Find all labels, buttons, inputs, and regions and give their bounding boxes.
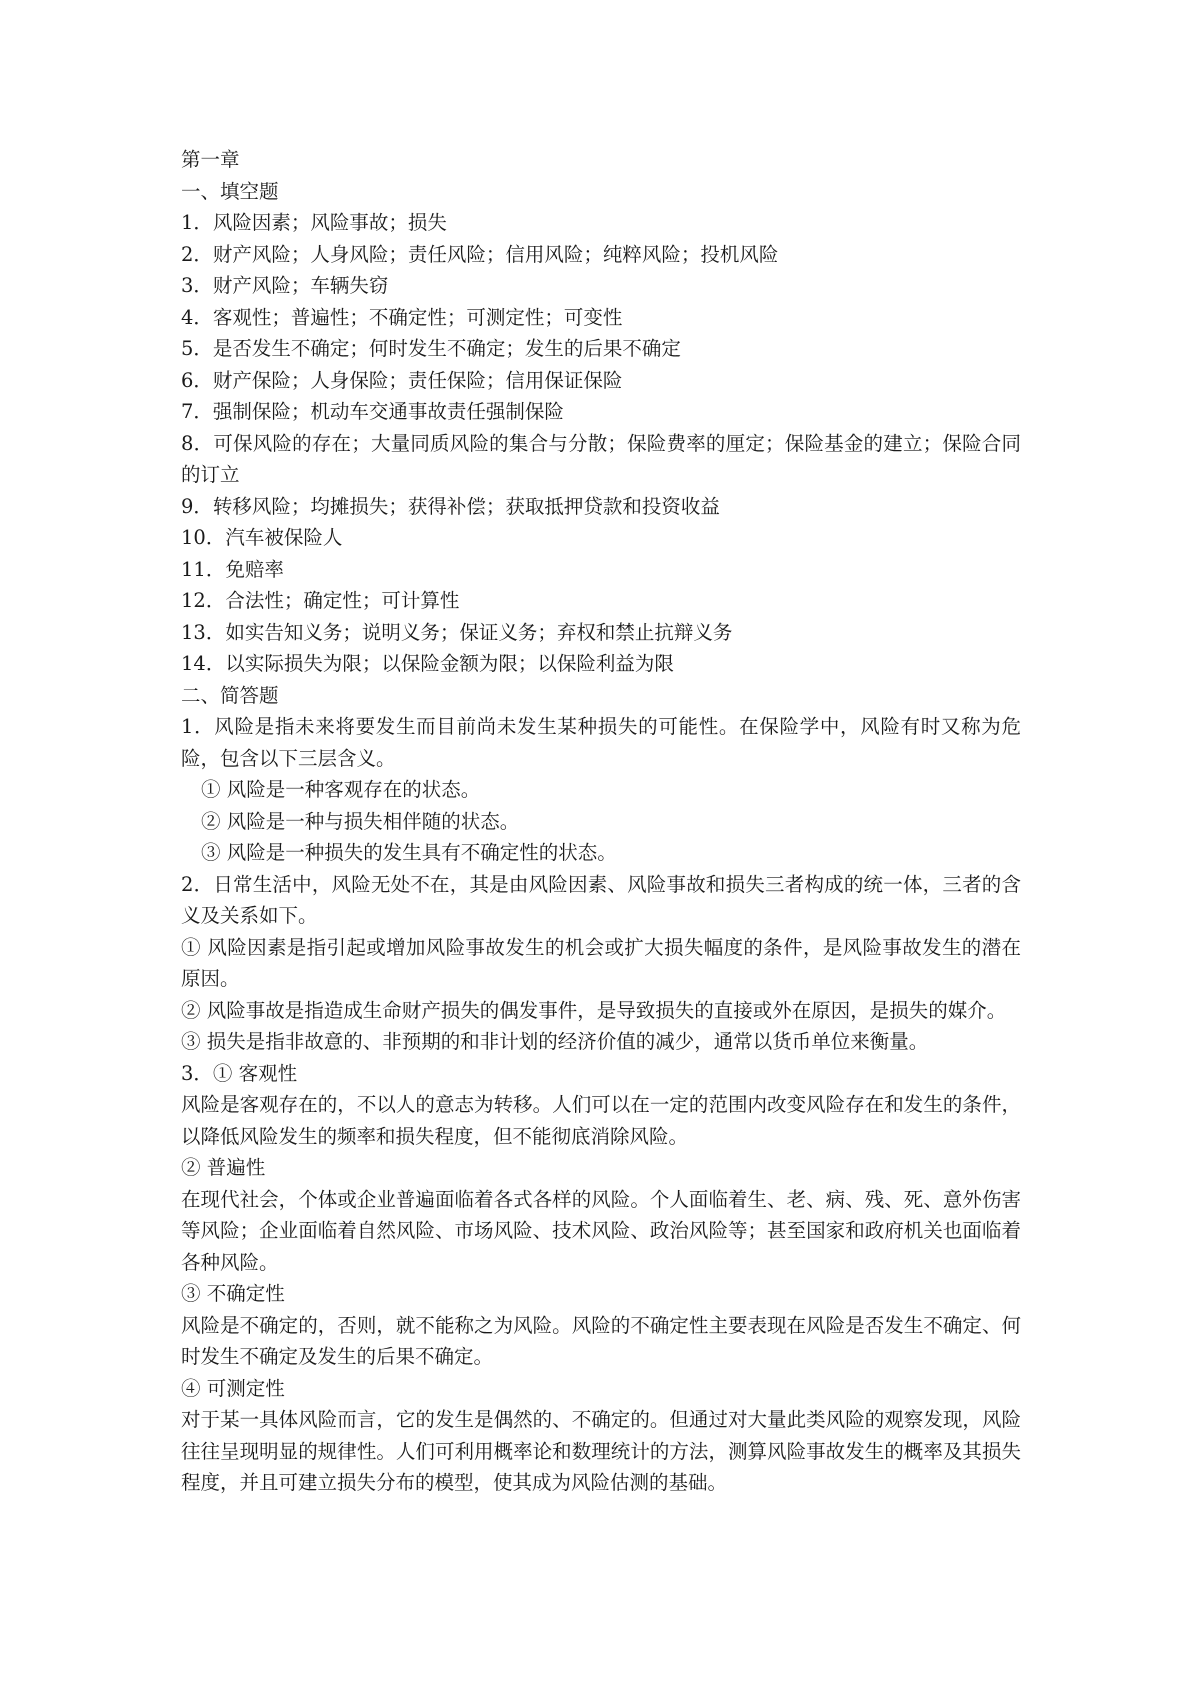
answer-item: 2．财产风险；人身风险；责任风险；信用风险；纯粹风险；投机风险 — [181, 242, 779, 266]
question-3-item-title: ④ 可测定性 — [181, 1376, 285, 1400]
answer-item: 6．财产保险；人身保险；责任保险；信用保证保险 — [181, 368, 623, 392]
question-2-point: ① 风险因素是指引起或增加风险事故发生的机会或扩大损失幅度的条件，是风险事故发生的潜在原因。 — [181, 935, 1021, 990]
question-1-point: ③ 风险是一种损失的发生具有不确定性的状态。 — [201, 841, 617, 864]
answer-item: 11．免赔率 — [181, 557, 284, 581]
question-3-item-body: 风险是客观存在的，不以人的意志为转移。人们可以在一定的范围内改变风险存在和发生的条件，以降低风险发生的频率和损失程度，但不能彻底消除风险。 — [181, 1093, 1021, 1148]
answer-item: 13．如实告知义务；说明义务；保证义务；弃权和禁止抗辩义务 — [181, 620, 733, 644]
question-3-item-body: 对于某一具体风险而言，它的发生是偶然的、不确定的。但通过对大量此类风险的观察发现，风险往往呈现明显的规律性。人们可利用概率论和数理统计的方法，测算风险事故发生的概率及其损失程度，并且可建立损失分布的模型，使其成为风险估测的基础。 — [181, 1408, 1021, 1494]
answer-item: 8．可保风险的存在；大量同质风险的集合与分散；保险费率的厘定；保险基金的建立；保险合同的订立 — [181, 431, 1021, 486]
question-3-item-body: 风险是不确定的，否则，就不能称之为风险。风险的不确定性主要表现在风险是否发生不确定、何时发生不确定及发生的后果不确定。 — [181, 1313, 1021, 1368]
question-1-point: ② 风险是一种与损失相伴随的状态。 — [201, 809, 520, 833]
section-heading-fill-in: 一、填空题 — [181, 179, 279, 203]
answer-item: 14．以实际损失为限；以保险金额为限；以保险利益为限 — [181, 652, 674, 675]
answer-item: 7．强制保险；机动车交通事故责任强制保险 — [181, 400, 564, 423]
question-3-item-title: ② 普遍性 — [181, 1156, 266, 1179]
question-3-item-title: ③ 不确定性 — [181, 1282, 285, 1305]
answer-item: 10．汽车被保险人 — [181, 526, 343, 549]
question-1-intro: 1．风险是指未来将要发生而目前尚未发生某种损失的可能性。在保险学中，风险有时又称为危险，包含以下三层含义。 — [181, 715, 1021, 770]
question-2-point: ② 风险事故是指造成生命财产损失的偶发事件，是导致损失的直接或外在原因，是损失的媒介。 — [181, 998, 1007, 1022]
answer-item: 1．风险因素；风险事故；损失 — [181, 211, 447, 234]
answer-item: 3．财产风险；车辆失窃 — [181, 274, 389, 297]
answer-item: 5．是否发生不确定；何时发生不确定；发生的后果不确定 — [181, 337, 681, 360]
document-page — [181, 144, 1021, 1499]
question-3-item-title: 3．① 客观性 — [181, 1061, 298, 1085]
question-2-intro: 2．日常生活中，风险无处不在，其是由风险因素、风险事故和损失三者构成的统一体，三者的含义及关系如下。 — [181, 872, 1021, 927]
question-1-point: ① 风险是一种客观存在的状态。 — [201, 778, 481, 801]
answer-item: 12．合法性；确定性；可计算性 — [181, 589, 460, 612]
question-3-item-body: 在现代社会，个体或企业普遍面临着各式各样的风险。个人面临着生、老、病、残、死、意外伤害等风险；企业面临着自然风险、市场风险、技术风险、政治风险等；甚至国家和政府机关也面临着各种风险。 — [181, 1187, 1021, 1274]
section-heading-short-answer: 二、简答题 — [181, 683, 279, 707]
chapter-title: 第一章 — [181, 148, 240, 171]
answer-item: 4．客观性；普遍性；不确定性；可测定性；可变性 — [181, 305, 623, 329]
question-2-point: ③ 损失是指非故意的、非预期的和非计划的经济价值的减少，通常以货币单位来衡量。 — [181, 1030, 929, 1053]
answer-item: 9．转移风险；均摊损失；获得补偿；获取抵押贷款和投资收益 — [181, 494, 720, 518]
